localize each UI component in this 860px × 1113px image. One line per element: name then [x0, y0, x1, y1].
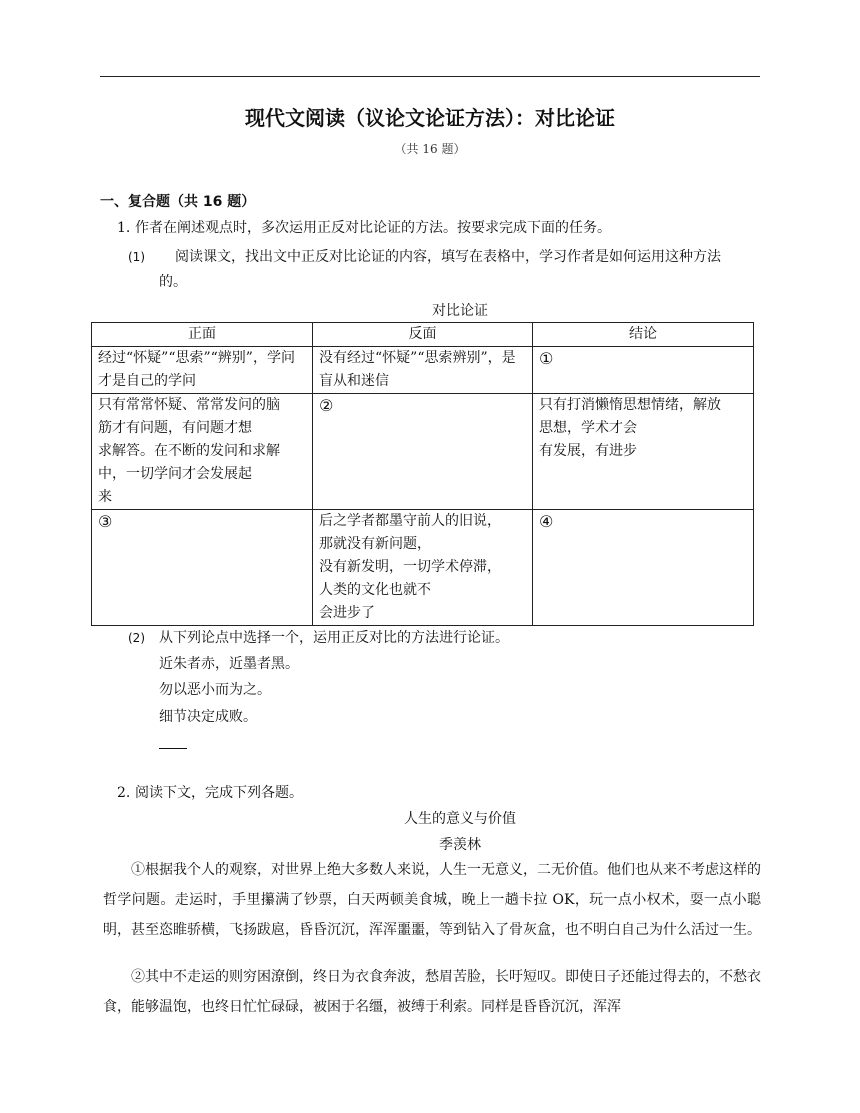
part-1-number: (1): [128, 250, 145, 264]
answer-line[interactable]: [159, 748, 187, 749]
part-2-prompt: 从下列论点中选择一个，运用正反对比的方法进行论证。: [159, 630, 509, 646]
top-rule: [100, 76, 760, 77]
answer-blank-2[interactable]: ②: [313, 394, 533, 510]
cell-positive: 只有常常怀疑、常常发问的脑 筋才有问题，有问题才想 求解答。在不断的发问和求解 中，一切学问才会发展起 来: [92, 394, 313, 510]
option-3: 细节决定成败。: [159, 709, 257, 725]
part-1-text-line1: 阅读课文，找出文中正反对比论证的内容，填写在表格中，学习作者是如何运用这种方法: [175, 249, 721, 265]
answer-blank-1[interactable]: ①: [533, 347, 754, 394]
page-subtitle: （共 16 题）: [394, 142, 466, 156]
table-row: [92, 347, 754, 394]
cell-conclusion: 只有打消懒惰思想情绪，解放 思想，学术才会 有发展，有进步: [533, 394, 754, 510]
part-2-number: (2): [128, 631, 145, 645]
question-2-stem: 阅读下文，完成下列各题。: [135, 785, 303, 801]
table-caption: 对比论证: [432, 303, 488, 319]
question-2-number: 2.: [117, 785, 131, 801]
cell-negative: 没有经过“怀疑”“思索辨别”，是 盲从和迷信: [313, 347, 533, 394]
article-paragraph-1: ①根据我个人的观察，对世界上绝大多数人来说，人生一无意义，二无价值。他们也从来不考虑这样的哲学问题。走运时，手里攥满了钞票，白天两顿美食城，晚上一趟卡拉 OK，玩一点小权术，耍一点小聪明，甚至恣睢骄横，飞扬跋扈，昏昏沉沉，浑浑噩噩，等到钻入了骨灰盒，也不明白自己为什么活过一生。: [103, 862, 761, 938]
table-row: [92, 394, 754, 510]
cell-positive: 经过“怀疑”“思索”“辨别”，学问 才是自己的学问: [92, 347, 313, 394]
page-title: 现代文阅读（议论文论证方法）：对比论证: [245, 106, 615, 130]
table-header-row: [92, 323, 754, 347]
answer-blank-3[interactable]: ③: [92, 510, 313, 626]
part-1-text-line2: 的。: [159, 274, 187, 290]
header-conclusion: 结论: [533, 323, 754, 347]
question-1-stem: 作者在阐述观点时，多次运用正反对比论证的方法。按要求完成下面的任务。: [135, 220, 611, 236]
header-positive: 正面: [92, 323, 313, 347]
question-1-number: 1.: [117, 220, 131, 236]
option-2: 勿以恶小而为之。: [159, 682, 271, 698]
section-heading: 一、复合题（共 16 题）: [100, 194, 256, 210]
cell-negative: 后之学者都墨守前人的旧说， 那就没有新问题， 没有新发明，一切学术停滞， 人类的文化也就不 会进步了: [313, 510, 533, 626]
article-title: 人生的意义与价值: [404, 811, 516, 827]
article-author: 季羡林: [439, 837, 481, 853]
comparison-table: [91, 322, 754, 626]
option-1: 近朱者赤，近墨者黑。: [159, 656, 299, 672]
answer-blank-4[interactable]: ④: [533, 510, 754, 626]
article-paragraph-2: ②其中不走运的则穷困潦倒，终日为衣食奔波，愁眉苦脸，长吁短叹。即使日子还能过得去的，不愁衣食，能够温饱，也终日忙忙碌碌，被困于名缰，被缚于利索。同样是昏昏沉沉，浑浑: [103, 969, 761, 1015]
table-row: [92, 510, 754, 626]
header-negative: 反面: [313, 323, 533, 347]
